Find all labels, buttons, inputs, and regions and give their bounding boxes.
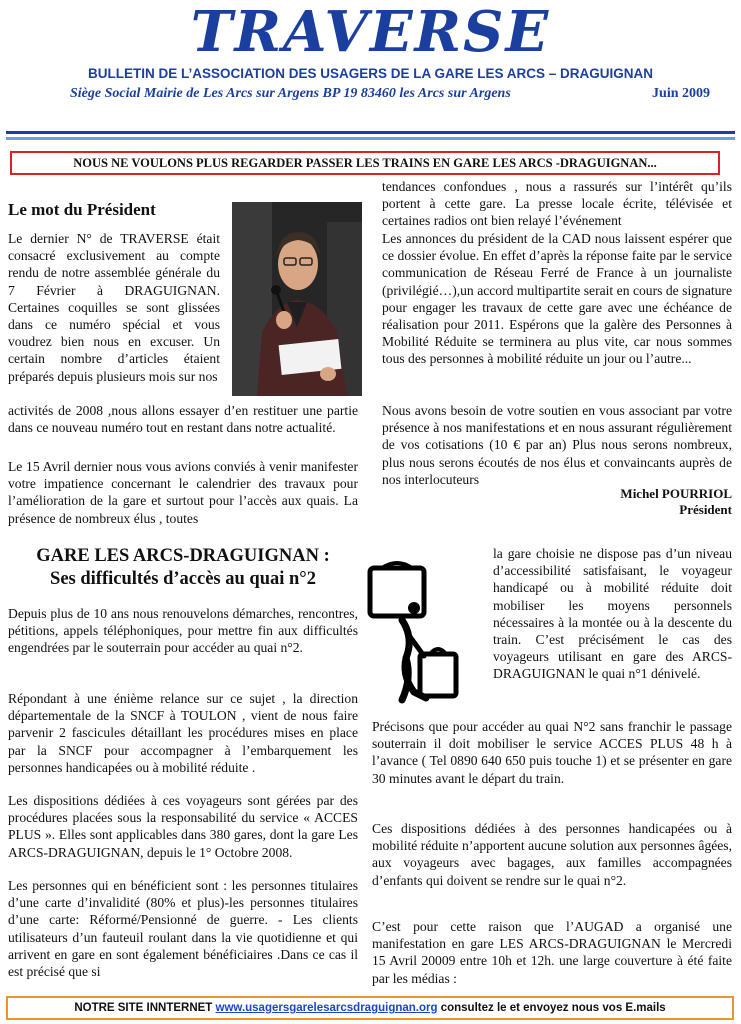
website-link[interactable]: www.usagersgarelesarcsdraguignan.org — [215, 1002, 438, 1014]
article-right-p3: Ces dispositions dédiées à des personnes handicapées ou à mobilité réduite n’apportent aucune solution aux personnes âgées, aux voyageurs avec bagages, aux familles accompagnées d’enfants qui doivent se rendre sur le quai n°2. — [372, 821, 732, 888]
article-left-p3: Les dispositions dédiées à ces voyageurs sont gérées par des procédures placées sous la responsabilité du service « ACCES PLUS ». Elles sont applicables dans 380 gares, dont la gare Les ARCS-DRAGUIGNAN, depuis le 1° Octobre 2008. — [8, 793, 358, 860]
header-rule-dark — [6, 131, 735, 134]
president-right-p3: Nous avons besoin de votre soutien en vous associant par votre présence à nos manifestations et en nous assurant régulièrement de vos cotisations (10 € par an) Plus nous serons nombreux, plus nous serons écoutés de nos élus et convaincants auprès de nos interlocuteurs — [382, 403, 732, 487]
president-photo-image — [232, 202, 362, 396]
headline-banner: NOUS NE VOULONS PLUS REGARDER PASSER LES TRAINS EN GARE LES ARCS -DRAGUIGNAN... — [10, 151, 720, 175]
president-heading: Le mot du Président — [8, 200, 156, 219]
president-photo — [232, 202, 362, 396]
article-left-p2: Répondant à une énième relance sur ce sujet , la direction départementale de la SNCF à TOULON , vient de nous faire parvenir 2 fascicules détaillant les procédures mises en place par la SNCF pour accompagner à l’embarquement les personnes handicapées ou à mobilité réduite . — [8, 691, 358, 775]
article-left-p1: Depuis plus de 10 ans nous renouvelons démarches, rencontres, pétitions, appels téléphoniques, pour mettre fin aux difficultés engendrées par le souterrain pour accéder au quai n°2. — [8, 606, 358, 656]
article-right-p4: C’est pour cette raison que l’AUGAD a organisé une manifestation en gare LES ARCS-DRAGUIGNAN le Mercredi 15 Avril 20009 entre 10h et 12h. une large couverture à été faite par les médias : — [372, 919, 732, 986]
header-rule-light — [6, 137, 735, 140]
president-left-p2: Le 15 Avril dernier nous vous avions conviés à venir manifester votre impatience concernant le calendrier des travaux pour l’amélioration de la gare et surtout pour l’accès aux quais. La présence de nombreux élus , toutes — [8, 459, 358, 526]
issue-date: Juin 2009 — [652, 86, 710, 101]
article-right-p2: Précisons que pour accéder au quai N°2 sans franchir le passage souterrain il doit mobiliser le service ACCES PLUS 48 h à l’avance ( Tel 0890 640 650 puis touche 1) et se présenter en gare 30 minutes avant le départ du train. — [372, 719, 732, 786]
traveler-luggage-pictogram — [362, 558, 472, 708]
article-left-p4: Les personnes qui en bénéficient sont : les personnes titulaires d’une carte d’invalidité (80% et plus)-les personnes titulaires d’une carte: Réformé/Pensionné de guerre. - Les clients utilisateurs d’un fauteuil roulant dans la vie quotidienne et qui arrivent en gare en sont également bénéficiaires .Dans ce cas il est précisé que si — [8, 878, 358, 980]
president-left-p1: Le dernier N° de TRAVERSE était consacré exclusivement au compte rendu de notre assemblée générale du 7 Février à DRAGUIGNAN. Certaines coquilles se sont glissées dans ce numéro spécial et vous voudrez bien nous en excuser. Un certain nombre d’articles étaient préparés depuis plusieurs mois sur nos — [8, 231, 220, 384]
article-heading-line2: Ses difficultés d’accès au quai n°2 — [50, 569, 316, 589]
footer-prefix: NOTRE SITE INNTERNET — [74, 1002, 213, 1014]
article-right-p1: la gare choisie ne dispose pas d’un niveau d’accessibilité satisfaisant, le voyageur handicapé ou à mobilité réduite doit mobiliser les moyens personnels nécessaires à la montée ou à la descente du train. C’est précisément le cas des voyageurs utilisant en gare des ARCS-DRAGUIGNAN le quai n°1 dénivelé. — [493, 546, 732, 682]
traveler-luggage-icon — [362, 558, 472, 708]
masthead-subtitle: BULLETIN DE L’ASSOCIATION DES USAGERS DE LA GARE LES ARCS – DRAGUIGNAN — [87, 66, 654, 81]
president-right-p2: Les annonces du président de la CAD nous laissent espérer que ce dossier évolue. En effet d’après la réponse faite par le service communication de Réseau Ferré de France à un journaliste (privilégié…),un accord multipartite serait en cours de signature pour engager les travaux de cette gare avec une échéance de réalisation pour 2011. Espérons que la galère des Personnes à Mobilité Réduite se terminera au plus vite, car nous sommes tous des personnes à mobilité réduite un jour ou l’autre... — [382, 231, 732, 367]
seat-address: Siège Social Mairie de Les Arcs sur Argens BP 19 83460 les Arcs sur Argens — [70, 86, 511, 101]
footer-suffix: consultez le et envoyez nous vos E.mails — [440, 1002, 666, 1014]
signature-role: Président — [679, 502, 732, 517]
president-right-p1: tendances confondues , nous a rassurés sur l’intérêt qu’ils portent à cette gare. La presse locale écrite, télévisée et certaines radios ont bien relayé l’événement — [382, 179, 732, 229]
president-left-p1-cont: activités de 2008 ,nous allons essayer d’en restituer une partie dans ce nouveau numéro tout en restant dans notre actualité. — [8, 403, 358, 436]
signature-name: Michel POURRIOL — [620, 486, 732, 501]
article-heading-line1: GARE LES ARCS-DRAGUIGNAN : — [36, 546, 330, 566]
masthead-seat — [70, 86, 710, 102]
masthead-title: TRAVERSE — [190, 0, 551, 65]
footer-banner — [6, 996, 734, 1020]
